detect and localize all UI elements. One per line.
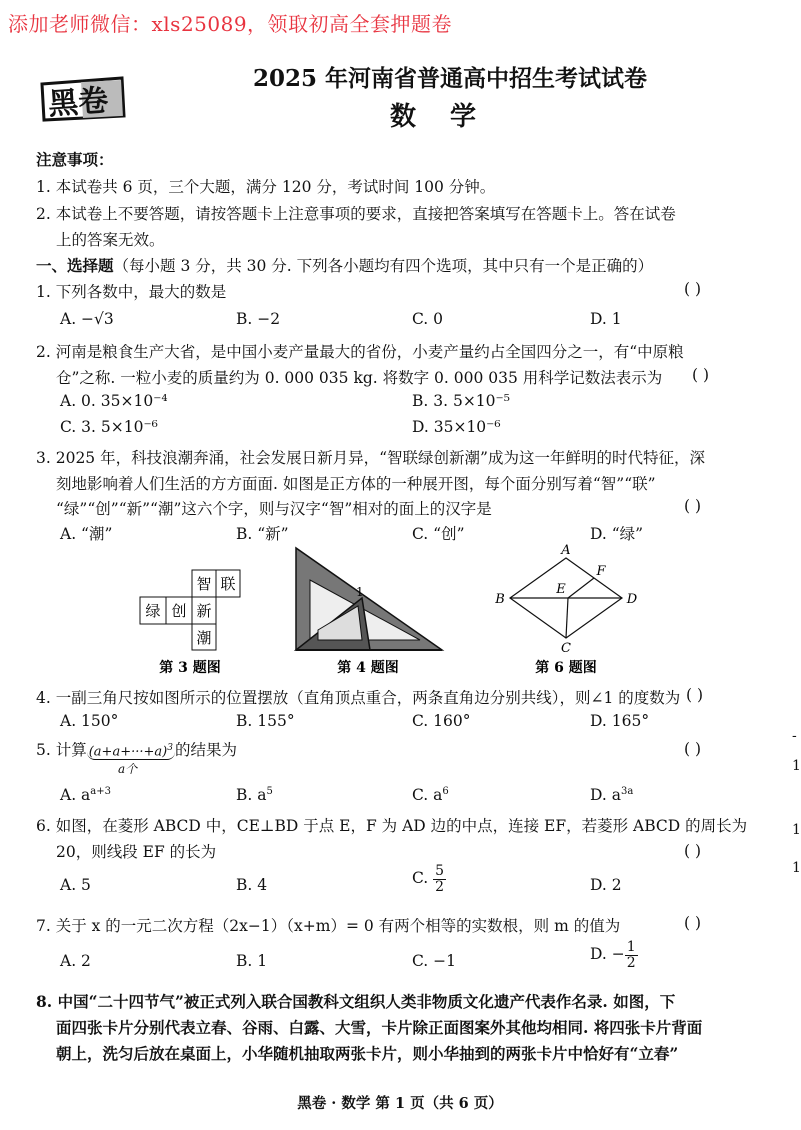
q7-option-c: C. −1 [412, 952, 457, 970]
q4-option-c: C. 160° [412, 712, 471, 730]
note-2: 2. 本试卷上不要答题，请按答题卡上注意事项的要求，直接把答案填写在答题卡上。答在试卷 [36, 205, 676, 223]
q5-option-d: D. $a^{3a}$ [590, 786, 634, 805]
q5-underbrace-label: a个 [118, 762, 138, 776]
q3-option-c: C. “创” [412, 525, 465, 543]
q7-option-b: B. 1 [236, 952, 268, 970]
logo-text: 黑卷 [47, 83, 110, 123]
fig3-cube-net [140, 570, 240, 650]
subject-title: 数学 [389, 102, 510, 132]
q4-option-a: A. 150° [60, 712, 119, 730]
fig3-caption: 第 3 题图 [159, 660, 221, 676]
q4-answer-blank: ( ) [686, 686, 704, 704]
q6-option-c: C. $\frac{5}{2}$ [412, 863, 445, 895]
q2-line-1: 2. 河南是粮食生产大省，是中国小麦产量最大的省份，小麦产量约占全国四分之一，有“中原粮 [36, 343, 684, 361]
q7-option-d: D. − $\frac{1}{2}$ [590, 939, 636, 971]
net-cell-lian: 联 [220, 575, 236, 593]
q3-line-1: 3. 2025 年，科技浪潮奔涌，社会发展日新月异，“智联绿创新潮”成为这一年鲜明的时代特征，深 [36, 449, 705, 467]
q2-answer-blank: ( ) [692, 366, 710, 384]
q1-stem: 1. 下列各数中，最大的数是 [36, 283, 227, 301]
q3-line-3: “绿”“创”“新”“潮”这六个字，则与汉字“智”相对的面上的汉字是 [56, 500, 492, 518]
q7-answer-blank: ( ) [684, 914, 702, 932]
margin-mark-3: 1 [792, 822, 801, 838]
q3-option-d: D. “绿” [590, 525, 644, 543]
section-title: 一、选择题 [36, 256, 114, 275]
figures-row [0, 540, 800, 680]
q5-prefix: 5. 计算 [36, 741, 87, 759]
q5-expression: a+a+···+a [93, 744, 163, 759]
q2-option-d: D. 35×10⁻⁶ [412, 418, 501, 436]
q6-line-2: 20，则线段 EF 的长为 [56, 843, 217, 861]
fig4-set-squares [296, 548, 442, 650]
q6-line-1: 6. 如图，在菱形 ABCD 中，CE⊥BD 于点 E，F 为 AD 边的中点，连接 EF，若菱形 ABCD 的周长为 [36, 817, 748, 835]
page-footer: 黑卷 · 数学 第 1 页（共 6 页） [297, 1095, 503, 1112]
q6-answer-blank: ( ) [684, 842, 702, 860]
q8-line-1: 8. 中国“二十四节气”被正式列入联合国教科文组织人类非物质文化遗产代表作名录. 如图，下 [36, 992, 676, 1011]
q1-option-c: C. 0 [412, 310, 444, 328]
fig6-label-a: A [561, 543, 571, 558]
q5-answer-blank: ( ) [684, 740, 702, 758]
notes-heading: 注意事项： [36, 150, 114, 169]
net-cell-lv: 绿 [145, 602, 161, 620]
q3-answer-blank: ( ) [684, 497, 702, 515]
q3-line-2: 刻地影响着人们生活的方方面面. 如图是正方体的一种展开图，每个面分别写着“智”“联” [56, 475, 656, 493]
section-heading [36, 254, 653, 276]
fig6-label-d: D [626, 592, 638, 607]
promo-banner: 添加老师微信：xls25089，领取初高全套押题卷 [8, 12, 453, 36]
net-cell-xin: 新 [196, 602, 212, 620]
note-2-cont: 上的答案无效。 [56, 231, 165, 249]
fig4-angle-label: 1 [356, 585, 364, 599]
section-desc: （每小题 3 分，共 30 分. 下列各小题均有四个选项，其中只有一个是正确的） [113, 257, 654, 275]
q2-option-c: C. 3. 5×10⁻⁶ [60, 418, 158, 436]
net-cell-chuang: 创 [171, 602, 187, 620]
net-cell-chao: 潮 [196, 629, 212, 647]
q2-line-2: 仓”之称. 一粒小麦的质量约为 0. 000 035 kg. 将数字 0. 000 035 用科学记数法表示为 [56, 369, 663, 387]
fig6-label-f: F [596, 564, 606, 579]
margin-mark-2: 1 [792, 758, 801, 774]
q5-option-b: B. $a^5$ [236, 786, 273, 805]
q5-power: 3 [167, 742, 173, 753]
q2-option-b: B. 3. 5×10⁻⁵ [412, 392, 510, 410]
q4-option-d: D. 165° [590, 712, 650, 730]
q4-stem: 4. 一副三角尺按如图所示的位置摆放（直角顶点重合，两条直角边分别共线），则∠1 的度数为 [36, 689, 681, 707]
q5-stem: 5. 计算 $(a+a+\cdot\cdot\cdot+a)^3$ 的结果为 [36, 741, 237, 759]
margin-mark-1: - [792, 728, 797, 744]
logo-stamp [38, 76, 126, 122]
q8-line-2: 面四张卡片分别代表立春、谷雨、白露、大雪，卡片除正面图案外其他均相同. 将四张卡片背面 [56, 1018, 703, 1037]
margin-mark-4: 1 [792, 860, 801, 876]
q1-option-a: A. −√3 [60, 310, 114, 328]
fig6-label-b: B [495, 592, 505, 607]
q5-option-a: A. $a^{a+3}$ [60, 786, 111, 805]
fig4-caption: 第 4 题图 [337, 660, 399, 676]
q4-option-b: B. 155° [236, 712, 295, 730]
q8-line-3: 朝上，洗匀后放在桌面上，小华随机抽取两张卡片，则小华抽到的两张卡片中恰好有“立春” [56, 1044, 679, 1063]
q6-option-a: A. 5 [60, 876, 91, 894]
note-1: 1. 本试卷共 6 页，三个大题，满分 120 分，考试时间 100 分钟。 [36, 178, 496, 196]
q3-option-b: B. “新” [236, 525, 289, 543]
q7-option-a: A. 2 [60, 952, 91, 970]
net-cell-zhi: 智 [196, 575, 212, 593]
q5-suffix: 的结果为 [174, 741, 237, 759]
q6-option-b: B. 4 [236, 876, 268, 894]
exam-title: 2025 年河南省普通高中招生考试试卷 [252, 65, 648, 92]
fig6-label-c: C [561, 641, 571, 656]
fig6-caption: 第 6 题图 [535, 660, 597, 676]
q1-option-b: B. −2 [236, 310, 281, 328]
q3-option-a: A. “潮” [60, 525, 113, 543]
q1-option-d: D. 1 [590, 310, 622, 328]
q1-answer-blank: ( ) [684, 280, 702, 298]
q6-option-d: D. 2 [590, 876, 622, 894]
q7-stem: 7. 关于 x 的一元二次方程（2x−1）（x+m）= 0 有两个相等的实数根，则 m 的值为 [36, 917, 621, 935]
q2-option-a: A. 0. 35×10⁻⁴ [60, 392, 168, 410]
q5-option-c: C. $a^6$ [412, 786, 449, 805]
fig6-label-e: E [556, 582, 566, 597]
